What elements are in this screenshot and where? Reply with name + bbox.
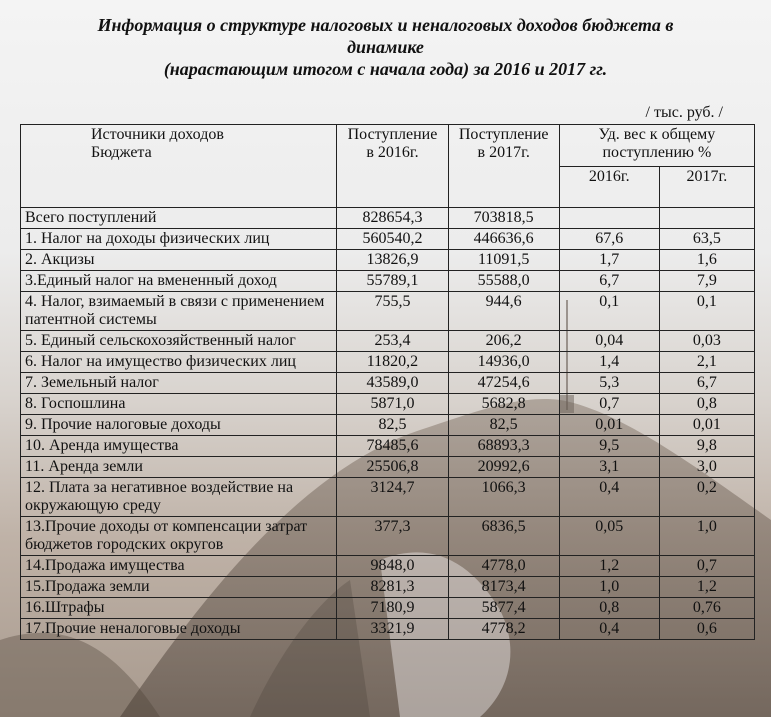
row-name: 10. Аренда имущества	[21, 436, 337, 457]
row-share-2017: 0,6	[659, 619, 754, 640]
row-share-2016: 6,7	[559, 271, 659, 292]
row-value-2016: 560540,2	[337, 229, 448, 250]
row-share-2017: 0,1	[659, 292, 754, 331]
table-row	[21, 352, 755, 373]
row-share-2017	[659, 208, 754, 229]
row-share-2016: 0,4	[559, 478, 659, 517]
table-row	[21, 292, 755, 331]
row-name: 7. Земельный налог	[21, 373, 337, 394]
row-value-2016: 78485,6	[337, 436, 448, 457]
row-name: 4. Налог, взимаемый в связи с применением патентной системы	[21, 292, 337, 331]
row-value-2016: 3124,7	[337, 478, 448, 517]
row-value-2016: 755,5	[337, 292, 448, 331]
table-row	[21, 478, 755, 517]
row-value-2016: 828654,3	[337, 208, 448, 229]
row-value-2016: 3321,9	[337, 619, 448, 640]
table-header-row	[21, 125, 755, 167]
row-name: 1. Налог на доходы физических лиц	[21, 229, 337, 250]
table-row	[21, 250, 755, 271]
row-value-2016: 253,4	[337, 331, 448, 352]
row-value-2016: 82,5	[337, 415, 448, 436]
row-value-2016: 55789,1	[337, 271, 448, 292]
row-share-2016: 5,3	[559, 373, 659, 394]
row-share-2016: 67,6	[559, 229, 659, 250]
table-row	[21, 373, 755, 394]
row-share-2016: 0,8	[559, 598, 659, 619]
row-share-2017: 1,2	[659, 577, 754, 598]
row-share-2017: 0,2	[659, 478, 754, 517]
table-row	[21, 271, 755, 292]
header-2016-line1: Поступление	[347, 126, 438, 143]
row-value-2017: 703818,5	[448, 208, 559, 229]
header-share-2017: 2017г.	[659, 167, 754, 208]
row-share-2017: 2,1	[659, 352, 754, 373]
row-value-2017: 68893,3	[448, 436, 559, 457]
report-title	[0, 14, 771, 80]
row-name: 8. Госпошлина	[21, 394, 337, 415]
row-share-2017: 0,7	[659, 556, 754, 577]
row-value-2017: 8173,4	[448, 577, 559, 598]
row-value-2017: 47254,6	[448, 373, 559, 394]
row-share-2016: 0,04	[559, 331, 659, 352]
row-share-2017: 63,5	[659, 229, 754, 250]
table-row	[21, 394, 755, 415]
header-2016	[337, 125, 448, 208]
row-share-2016: 0,7	[559, 394, 659, 415]
header-share-line1: Уд. вес к общему	[598, 126, 716, 143]
row-value-2016: 9848,0	[337, 556, 448, 577]
row-name: 11. Аренда земли	[21, 457, 337, 478]
header-2017	[448, 125, 559, 208]
row-name: 17.Прочие неналоговые доходы	[21, 619, 337, 640]
table-row	[21, 619, 755, 640]
row-share-2016: 9,5	[559, 436, 659, 457]
table-row	[21, 577, 755, 598]
row-share-2016: 1,4	[559, 352, 659, 373]
table-row	[21, 598, 755, 619]
row-share-2017: 7,9	[659, 271, 754, 292]
row-value-2017: 5682,8	[448, 394, 559, 415]
row-name: 5. Единый сельскохозяйственный налог	[21, 331, 337, 352]
row-share-2017: 6,7	[659, 373, 754, 394]
row-share-2016: 1,2	[559, 556, 659, 577]
revenue-table	[20, 124, 755, 640]
table-row	[21, 331, 755, 352]
header-2017-line1: Поступление	[458, 126, 549, 143]
row-name: 9. Прочие налоговые доходы	[21, 415, 337, 436]
row-name: 12. Плата за негативное воздействие на окружающую среду	[21, 478, 337, 517]
table-row	[21, 517, 755, 556]
unit-label: / тыс. руб. /	[645, 104, 723, 121]
row-name: 16.Штрафы	[21, 598, 337, 619]
row-value-2016: 25506,8	[337, 457, 448, 478]
table-row	[21, 415, 755, 436]
row-value-2017: 11091,5	[448, 250, 559, 271]
table-row	[21, 229, 755, 250]
header-share-line2: поступлению %	[602, 144, 712, 161]
title-line-2: динамике	[347, 37, 424, 57]
row-value-2017: 6836,5	[448, 517, 559, 556]
row-name: 13.Прочие доходы от компенсации затрат бюджетов городских округов	[21, 517, 337, 556]
row-value-2017: 446636,6	[448, 229, 559, 250]
row-name: 2. Акцизы	[21, 250, 337, 271]
row-share-2016: 0,01	[559, 415, 659, 436]
row-value-2017: 1066,3	[448, 478, 559, 517]
row-share-2016: 3,1	[559, 457, 659, 478]
row-value-2016: 13826,9	[337, 250, 448, 271]
row-share-2017: 0,03	[659, 331, 754, 352]
header-source-line1: Источники доходов	[91, 126, 224, 143]
table-row	[21, 436, 755, 457]
row-value-2017: 20992,6	[448, 457, 559, 478]
row-name: 3.Единый налог на вмененный доход	[21, 271, 337, 292]
row-share-2016: 1,0	[559, 577, 659, 598]
row-share-2017: 0,01	[659, 415, 754, 436]
row-value-2017: 14936,0	[448, 352, 559, 373]
row-value-2016: 7180,9	[337, 598, 448, 619]
table-row	[21, 208, 755, 229]
row-share-2016: 1,7	[559, 250, 659, 271]
row-share-2017: 0,76	[659, 598, 754, 619]
row-share-2016: 0,1	[559, 292, 659, 331]
row-share-2017: 9,8	[659, 436, 754, 457]
header-share-2016: 2016г.	[559, 167, 659, 208]
header-2016-line2: в 2016г.	[366, 144, 419, 161]
row-name: 6. Налог на имущество физических лиц	[21, 352, 337, 373]
row-value-2017: 55588,0	[448, 271, 559, 292]
row-name: 14.Продажа имущества	[21, 556, 337, 577]
row-value-2016: 377,3	[337, 517, 448, 556]
row-share-2017: 3,0	[659, 457, 754, 478]
row-value-2017: 206,2	[448, 331, 559, 352]
row-value-2017: 5877,4	[448, 598, 559, 619]
row-share-2016: 0,05	[559, 517, 659, 556]
row-share-2017: 0,8	[659, 394, 754, 415]
row-share-2017: 1,0	[659, 517, 754, 556]
row-value-2016: 8281,3	[337, 577, 448, 598]
row-value-2017: 4778,2	[448, 619, 559, 640]
header-source	[21, 125, 337, 208]
row-share-2016: 0,4	[559, 619, 659, 640]
header-2017-line2: в 2017г.	[477, 144, 530, 161]
row-share-2016	[559, 208, 659, 229]
table-row	[21, 457, 755, 478]
header-share	[559, 125, 754, 167]
row-value-2016: 11820,2	[337, 352, 448, 373]
row-name: 15.Продажа земли	[21, 577, 337, 598]
table-row	[21, 556, 755, 577]
row-value-2017: 82,5	[448, 415, 559, 436]
row-value-2016: 5871,0	[337, 394, 448, 415]
header-source-line2: Бюджета	[91, 144, 152, 161]
row-value-2016: 43589,0	[337, 373, 448, 394]
table-body	[21, 208, 755, 640]
title-line-1: Информация о структуре налоговых и неналоговых доходов бюджета в	[97, 15, 674, 35]
row-share-2017: 1,6	[659, 250, 754, 271]
row-value-2017: 4778,0	[448, 556, 559, 577]
row-name: Всего поступлений	[21, 208, 337, 229]
row-value-2017: 944,6	[448, 292, 559, 331]
title-line-3: (нарастающим итогом с начала года) за 2016 и 2017 гг.	[163, 59, 608, 79]
